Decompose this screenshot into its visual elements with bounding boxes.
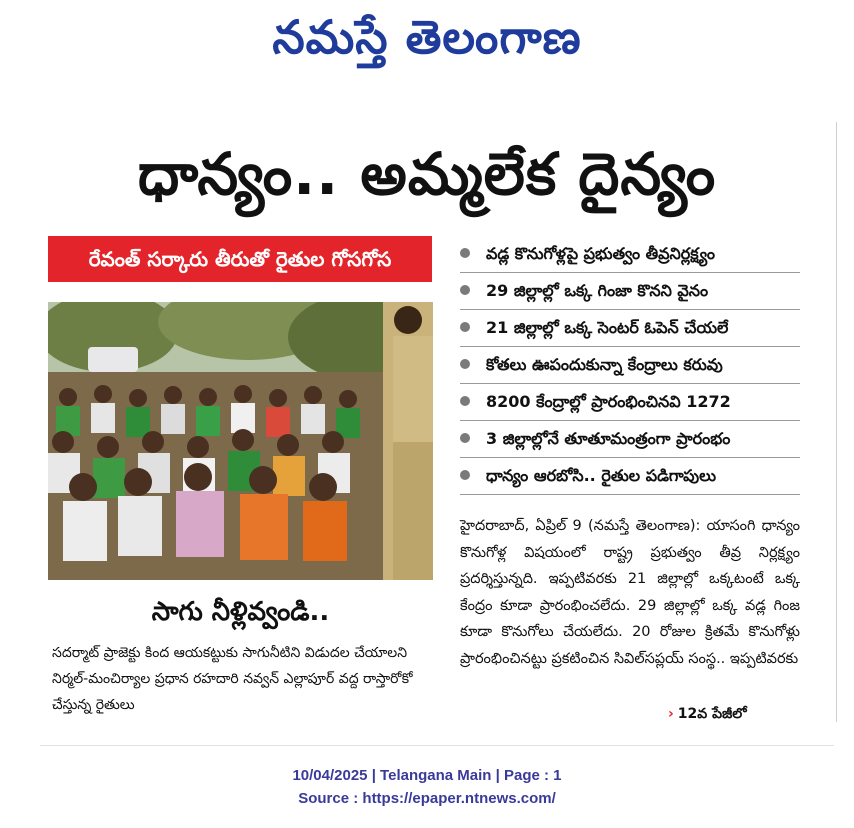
bullet-dot-icon: [460, 396, 470, 406]
highlight-item: [460, 273, 800, 310]
bullet-dot-icon: [460, 359, 470, 369]
footer-source-link[interactable]: Source : https://epaper.ntnews.com/: [298, 790, 556, 807]
farmers-protest-photo: [48, 302, 433, 580]
highlight-text: కోతలు ఊపందుకున్నా కేంద్రాలు కరువు: [486, 355, 723, 374]
highlight-text: 21 జిల్లాల్లో ఒక్క సెంటర్ ఓపెన్ చేయలే: [486, 318, 729, 337]
continued-on-page[interactable]: [668, 706, 747, 725]
bullet-dot-icon: [460, 248, 470, 258]
newspaper-masthead: నమస్తే తెలంగాణ: [272, 10, 582, 64]
highlight-text: 8200 కేంద్రాల్లో ప్రారంభించినవి 1272: [486, 392, 731, 411]
highlight-item: [460, 310, 800, 347]
bullet-dot-icon: [460, 285, 470, 295]
highlight-text: వడ్ల కొనుగోళ్లపై ప్రభుత్వం తీవ్రనిర్లక్ష్యం: [486, 244, 715, 263]
highlight-text: 3 జిల్లాల్లోనే తూతూమంత్రంగా ప్రారంభం: [486, 429, 731, 448]
article-text: యాసంగి ధాన్యం కొనుగోళ్ల విషయంలో రాష్ట్ర ప్రభుత్వం తీవ్ర నిర్లక్ష్యం ప్రదర్శిస్తున్నది. ఇప్పటివరకు 21 జిల్లాల్లో ఒక్కటంటే ఒక్క కేంద్రం కూడా ప్రారంభించలేదు. 29 జిల్లాల్లో ఒక్క వడ్ల గింజ కూడా కొనుగోలు చేయలేదు. 20 రోజుల క్రితమే కొనుగోళ్లు ప్రారంభించినట్టు ప్రకటించిన సివిల్‌సప్లయ్ సంస్థ.. ఇప్పటివరకు: [460, 518, 800, 667]
article-dateline: హైదరాబాద్, ఏప్రిల్ 9 (నమస్తే తెలంగాణ):: [460, 518, 701, 534]
bullet-dot-icon: [460, 470, 470, 480]
highlight-item: [460, 384, 800, 421]
photo-caption: సదర్మాట్ ప్రాజెక్టు కింద ఆయకట్టుకు సాగునీటిని విడుదల చేయాలని నిర్మల్-మంచిర్యాల ప్రధాన రహదారి నవ్వన్ ఎల్లాపూర్ వద్ద రాస్తారోకో చేస్తున్న రైతులు: [52, 645, 413, 713]
column-divider: [836, 122, 837, 722]
bullet-dot-icon: [460, 322, 470, 332]
highlight-item: [460, 236, 800, 273]
highlights-list: [460, 236, 800, 495]
jump-arrow-icon: ›: [668, 706, 674, 722]
highlight-item: [460, 421, 800, 458]
jump-label: 12వ పేజీలో: [677, 706, 747, 722]
main-headline: ధాన్యం.. అమ్మలేక దైన్యం: [137, 140, 717, 208]
footer-edition-info: 10/04/2025 | Telangana Main | Page : 1: [292, 767, 562, 784]
photo-subheading: సాగు నీళ్లివ్వండి..: [151, 597, 330, 627]
highlight-text: ధాన్యం ఆరబోసి.. రైతుల పడిగాపులు: [486, 466, 717, 485]
highlight-item: [460, 458, 800, 495]
red-kicker-banner: రేవంత్ సర్కారు తీరుతో రైతుల గోసగోస: [48, 236, 432, 282]
bullet-dot-icon: [460, 433, 470, 443]
footer-divider: [40, 745, 834, 746]
highlight-item: [460, 347, 800, 384]
article-body: [460, 513, 800, 672]
highlight-text: 29 జిల్లాల్లో ఒక్క గింజా కొనని వైనం: [486, 281, 709, 300]
